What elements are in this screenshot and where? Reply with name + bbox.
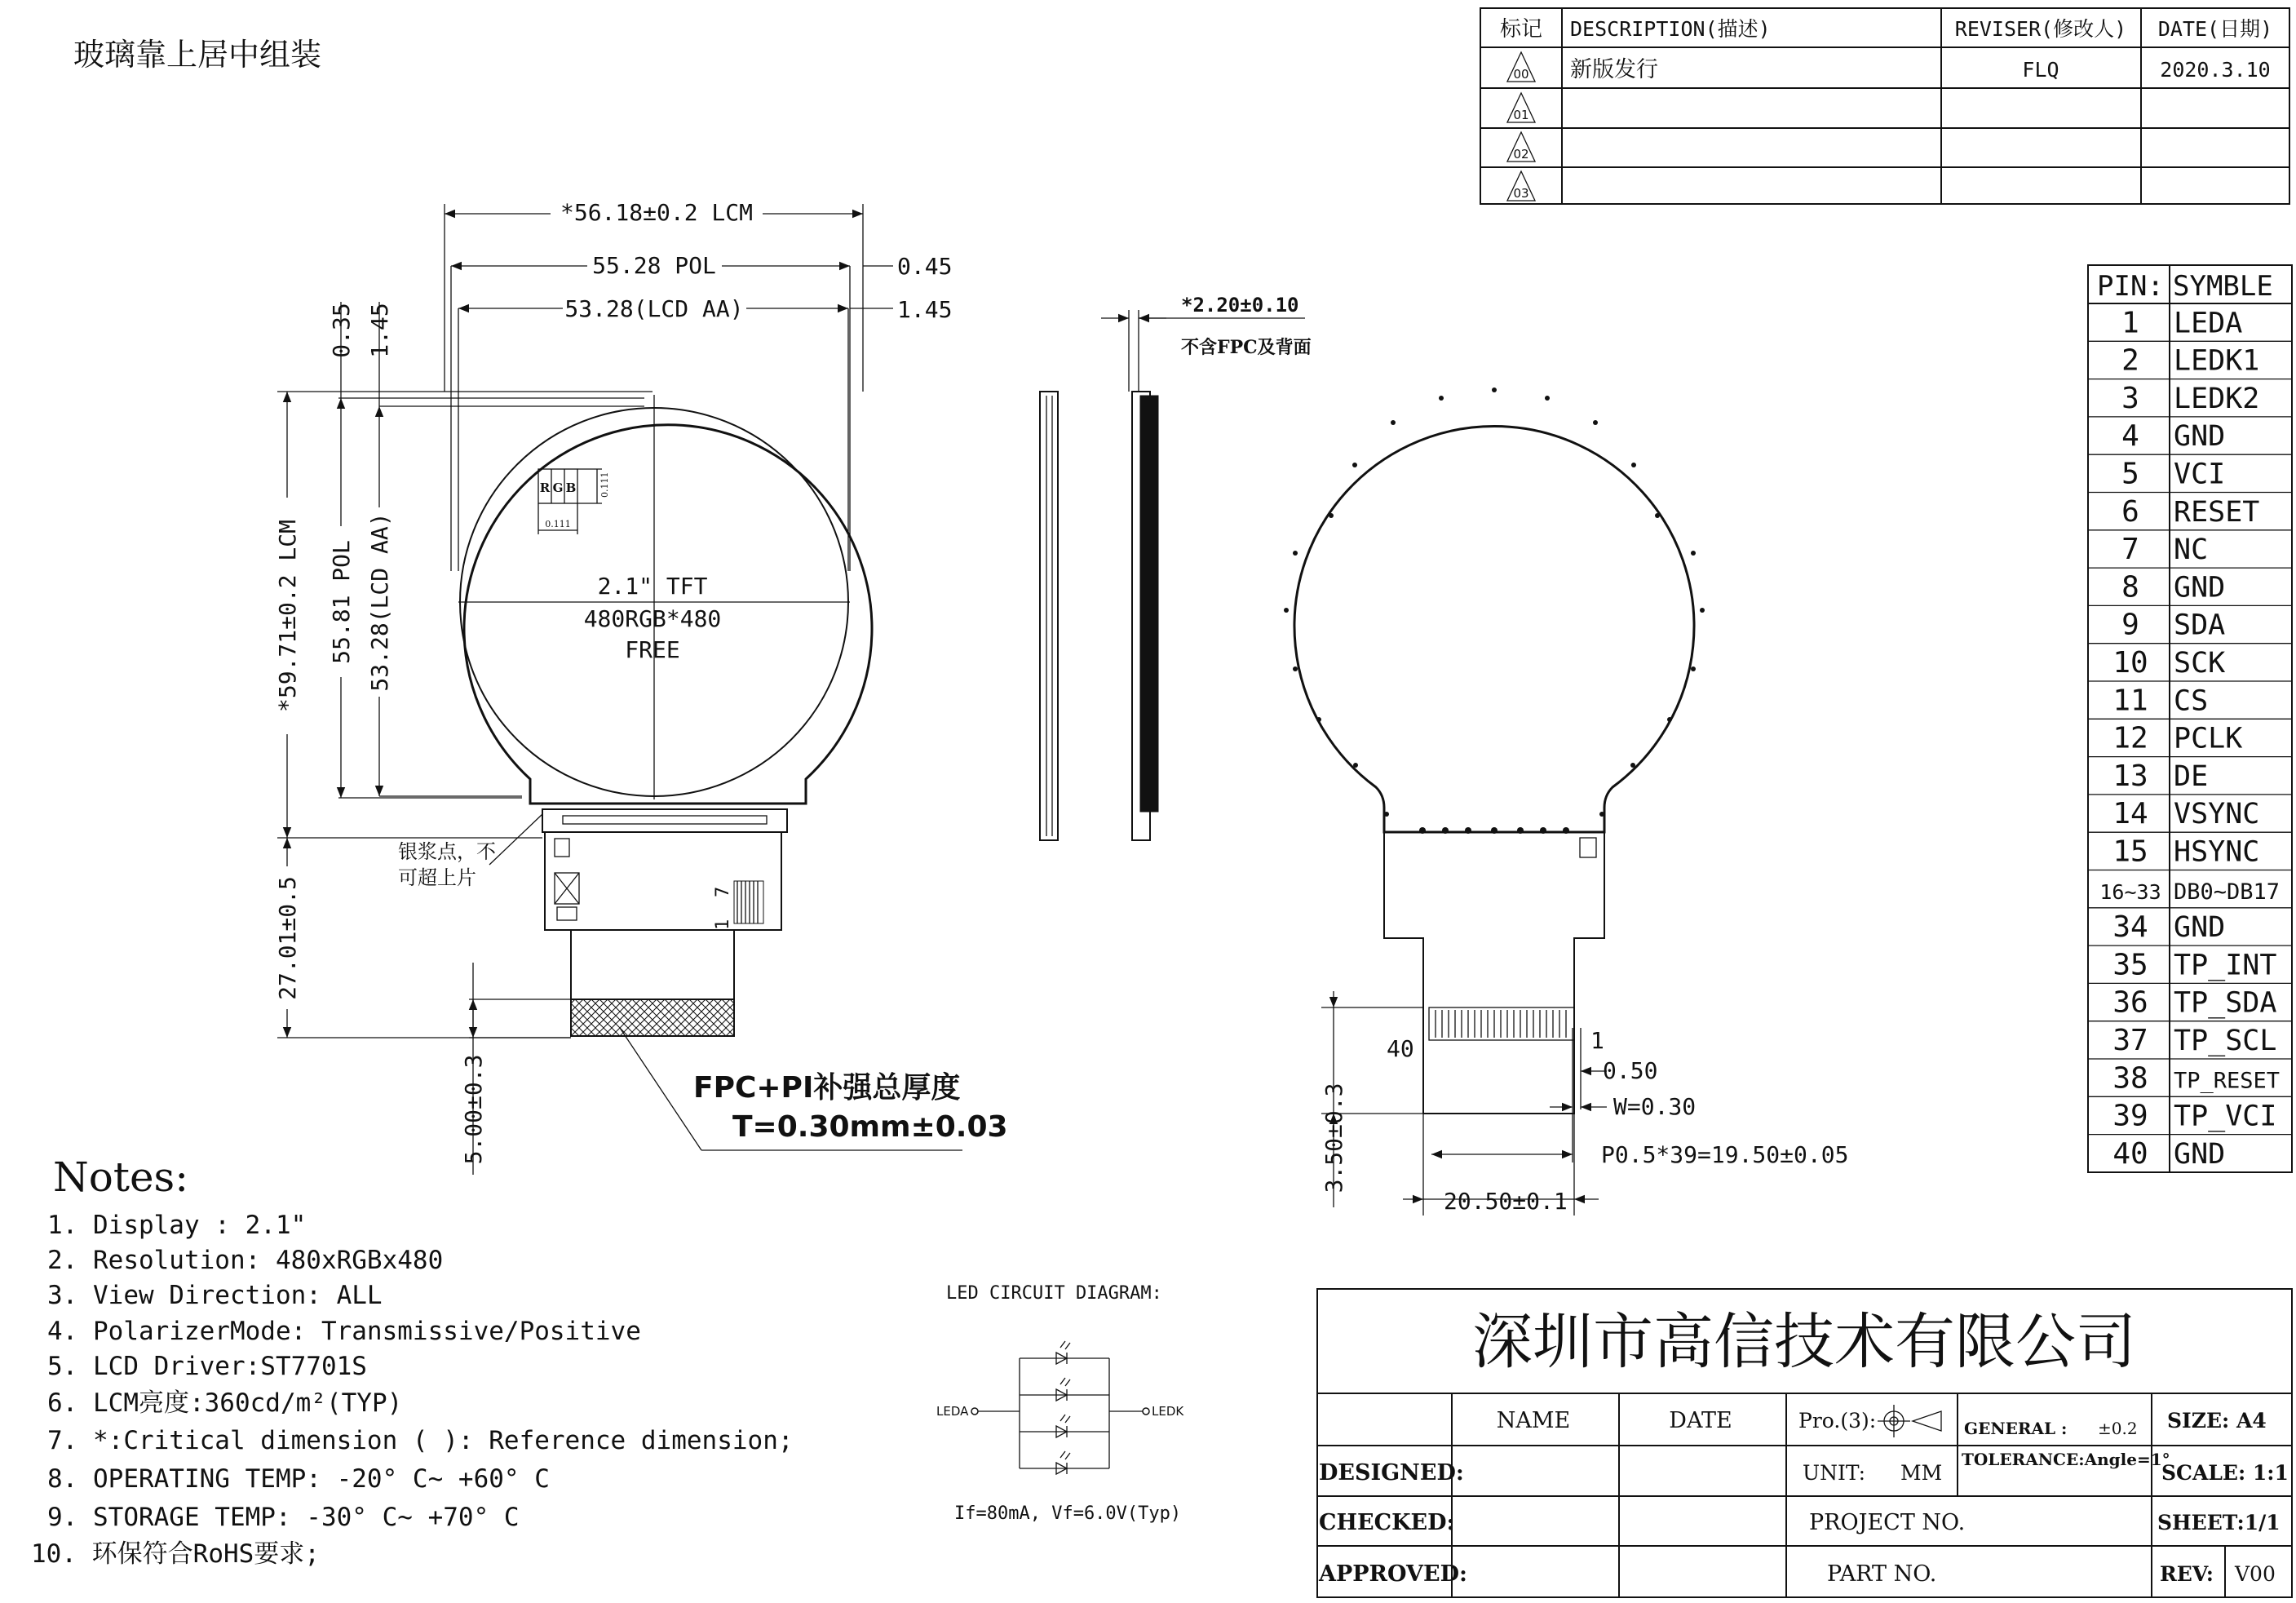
rev-mark-02	[1507, 132, 1535, 162]
rev-mark-03	[1507, 171, 1535, 201]
back-fpc-contacts	[1436, 1010, 1566, 1038]
rev-value: V00	[2235, 1562, 2276, 1586]
pin-symbol: NC	[2174, 534, 2209, 567]
header-label: 玻璃靠上居中组装	[73, 37, 322, 73]
dim-fpc-tail: 3.50±0.3	[1321, 1083, 1347, 1193]
ledk-label: LEDK	[1152, 1404, 1184, 1419]
pin-number: 35	[2112, 948, 2148, 982]
unit-label: UNIT:	[1803, 1461, 1866, 1485]
unit-value: MM	[1900, 1461, 1943, 1485]
dim-050: 0.50	[1603, 1057, 1658, 1084]
led-circuit-title: LED CIRCUIT DIAGRAM:	[946, 1283, 1162, 1304]
pin-symbol: TP_RESET	[2174, 1068, 2281, 1094]
svg-text:01: 01	[1513, 108, 1529, 122]
pin-symbol: GND	[2174, 571, 2226, 604]
note-5: 5. LCD Driver:ST7701S	[47, 1352, 367, 1381]
fpc-note-2: T=0.30mm±0.03	[732, 1110, 1008, 1144]
pin-symbol: TP_INT	[2174, 949, 2277, 982]
note-10: 10. 环保符合RoHS要求;	[31, 1539, 320, 1569]
pin-symbol: LEDK2	[2174, 382, 2260, 415]
note-8: 8. OPERATING TEMP: -20° C~ +60° C	[47, 1464, 550, 1494]
general-label: GENERAL :	[1964, 1419, 2068, 1438]
back-dots	[1284, 387, 1705, 834]
svg-text:B: B	[565, 480, 577, 495]
thickness-note: 不含FPC及背面	[1181, 337, 1312, 358]
dim-width: W=0.30	[1613, 1093, 1697, 1120]
pin-symbol: DE	[2174, 759, 2209, 793]
pin-symbol: GND	[2174, 1137, 2226, 1171]
pin-symbol: TP_VCI	[2174, 1100, 2277, 1133]
led-diode	[1056, 1341, 1070, 1474]
pin-number: 1	[2121, 306, 2139, 340]
pin-number: 39	[2112, 1099, 2148, 1133]
pin-number: 9	[2121, 608, 2139, 642]
pin-number: 7	[2121, 533, 2139, 567]
sheet-label: SHEET:1/1	[2157, 1511, 2281, 1534]
front-view	[272, 197, 1008, 1175]
fpc-note-1: FPC+PI补强总厚度	[693, 1071, 961, 1105]
project-label: PROJECT NO.	[1809, 1510, 1966, 1535]
pin-symbol: SDA	[2174, 609, 2226, 642]
rev-col-mark: 标记	[1499, 17, 1543, 42]
pin-number: 8	[2121, 570, 2139, 604]
pin-number: 15	[2112, 835, 2148, 869]
projection-label: Pro.(3):	[1798, 1409, 1877, 1433]
svg-text:02: 02	[1513, 147, 1529, 162]
pin-symbol: LEDA	[2174, 307, 2243, 340]
pin-symbol: DB0~DB17	[2174, 879, 2281, 905]
silver-note-2: 可超上片	[398, 866, 476, 889]
svg-text:G: G	[552, 480, 564, 495]
date-label: DATE	[1669, 1408, 1732, 1433]
pin-symbol: TP_SDA	[2174, 986, 2277, 1020]
back-view	[1284, 387, 1848, 1216]
dim-thickness: *2.20±0.10	[1181, 294, 1299, 317]
rev-col-description: DESCRIPTION(描述)	[1570, 17, 1771, 41]
symbol-header: SYMBLE	[2173, 270, 2273, 303]
pin-number: 40	[2112, 1136, 2148, 1171]
dim-lcm-width: *56.18±0.2 LCM	[560, 199, 754, 226]
panel-free-text: FREE	[625, 636, 680, 663]
pin-number: 4	[2121, 419, 2139, 454]
scale-label: SCALE: 1:1	[2161, 1461, 2289, 1485]
pin-symbol: VCI	[2174, 458, 2226, 491]
dim-stiffener: 5.00±0.3	[460, 1054, 487, 1165]
pin-symbol: LEDK1	[2174, 344, 2260, 378]
dim-pol-height: 55.81 POL	[328, 540, 355, 664]
back-pin-40: 40	[1387, 1035, 1414, 1062]
pin-number: 34	[2112, 910, 2148, 945]
back-pin-1: 1	[1590, 1027, 1604, 1054]
dim-fpc-width: 20.50±0.1	[1444, 1188, 1568, 1215]
rev-col-date: DATE(日期)	[2157, 17, 2273, 41]
led-spec: If=80mA, Vf=6.0V(Typ)	[954, 1503, 1182, 1524]
pin-symbol: SCK	[2174, 647, 2226, 680]
dim-aa-height: 53.28(LCD AA)	[366, 512, 393, 692]
dim-right-145: 1.45	[897, 296, 953, 323]
leda-label: LEDA	[936, 1404, 969, 1419]
pin-symbol: RESET	[2174, 495, 2260, 529]
dim-right-045: 0.45	[897, 253, 953, 280]
size-label: SIZE: A4	[2167, 1409, 2267, 1433]
rev-date-00: 2020.3.10	[2160, 58, 2271, 82]
pin-number: 37	[2112, 1024, 2148, 1057]
pin-number: 12	[2112, 721, 2148, 755]
checked-label: CHECKED:	[1319, 1510, 1455, 1535]
stiffener	[571, 999, 734, 1036]
led-circuit	[936, 1283, 1184, 1524]
pin-symbol: GND	[2174, 911, 2226, 945]
pin-number: 13	[2112, 759, 2148, 793]
dim-pitch: P0.5*39=19.50±0.05	[1601, 1141, 1849, 1168]
pin-symbol: CS	[2174, 684, 2209, 718]
projection-icon	[1878, 1405, 1941, 1437]
designed-label: DESIGNED:	[1319, 1460, 1464, 1486]
rev-col-reviser: REVISER(修改人)	[1954, 17, 2127, 41]
rev-mark-00	[1507, 52, 1535, 82]
back-outline	[1294, 427, 1694, 832]
fpc-pin-pads	[734, 881, 763, 923]
pin-symbol: PCLK	[2174, 722, 2243, 755]
pin-symbol: GND	[2174, 420, 2226, 454]
dim-top-145: 1.45	[366, 303, 393, 358]
part-label: PART NO.	[1827, 1561, 1937, 1587]
pin-number: 14	[2112, 797, 2148, 831]
pin-header: PIN:	[2097, 270, 2164, 303]
pin-symbol: VSYNC	[2174, 798, 2260, 831]
side-view	[1040, 294, 1312, 840]
name-label: NAME	[1496, 1408, 1571, 1433]
pin-number: 10	[2112, 646, 2148, 680]
pin-number: 16~33	[2099, 879, 2161, 904]
panel-resolution-text: 480RGB*480	[583, 605, 722, 632]
pin-number: 3	[2121, 381, 2139, 415]
pin-symbol: TP_SCL	[2174, 1025, 2277, 1057]
dim-lcm-height: *59.71±0.2 LCM	[274, 519, 301, 713]
revision-table	[1480, 8, 2289, 204]
svg-text:7: 7	[713, 886, 733, 897]
general-value: ±0.2	[2098, 1419, 2138, 1438]
pin-symbol: HSYNC	[2174, 835, 2260, 869]
rev-mark-01	[1507, 93, 1535, 122]
dim-top-035: 0.35	[328, 303, 355, 358]
company-name: 深圳市高信技术有限公司	[1472, 1307, 2136, 1377]
note-7: 7. *:Critical dimension ( ): Reference dimension;	[47, 1426, 794, 1455]
rev-label: REV:	[2160, 1562, 2214, 1586]
pin-number: 38	[2112, 1061, 2148, 1096]
pin-number: 36	[2112, 985, 2148, 1020]
svg-text:00: 00	[1513, 67, 1529, 82]
pin-number: 11	[2112, 684, 2148, 718]
approved-label: APPROVED:	[1319, 1561, 1467, 1587]
dim-pol-width: 55.28 POL	[592, 252, 716, 279]
notes	[31, 1154, 794, 1569]
svg-text:R: R	[539, 480, 551, 495]
title-block	[1317, 1289, 2292, 1597]
notes-title: Notes:	[53, 1154, 189, 1201]
pin-number: 6	[2121, 494, 2139, 529]
pin-number: 5	[2121, 457, 2139, 491]
svg-text:0.111: 0.111	[545, 519, 571, 529]
note-4: 4. PolarizerMode: Transmissive/Positive	[47, 1317, 641, 1346]
note-1: 1. Display : 2.1"	[47, 1211, 307, 1240]
svg-text:0.111: 0.111	[599, 472, 610, 498]
note-2: 2. Resolution: 480xRGBx480	[47, 1246, 444, 1275]
note-6: 6. LCM亮度:360cd/m²(TYP)	[47, 1388, 403, 1418]
rev-reviser-00: FLQ	[2022, 58, 2059, 82]
svg-text:1: 1	[713, 919, 733, 930]
dim-aa-width: 53.28(LCD AA)	[564, 295, 744, 322]
panel-size-text: 2.1" TFT	[597, 573, 708, 600]
pin-number: 2	[2121, 343, 2139, 378]
pixel-detail	[538, 469, 610, 534]
pin-table	[2088, 265, 2292, 1172]
silver-note-1: 银浆点，不	[398, 840, 496, 863]
tolerance-label: TOLERANCE:Angle=1°	[1962, 1450, 2170, 1469]
dim-fpc-length: 27.01±0.5	[274, 876, 301, 1000]
svg-text:03: 03	[1513, 186, 1529, 201]
note-3: 3. View Direction: ALL	[47, 1281, 383, 1310]
note-9: 9. STORAGE TEMP: -30° C~ +70° C	[47, 1503, 520, 1532]
rev-description-00: 新版发行	[1570, 57, 1658, 82]
